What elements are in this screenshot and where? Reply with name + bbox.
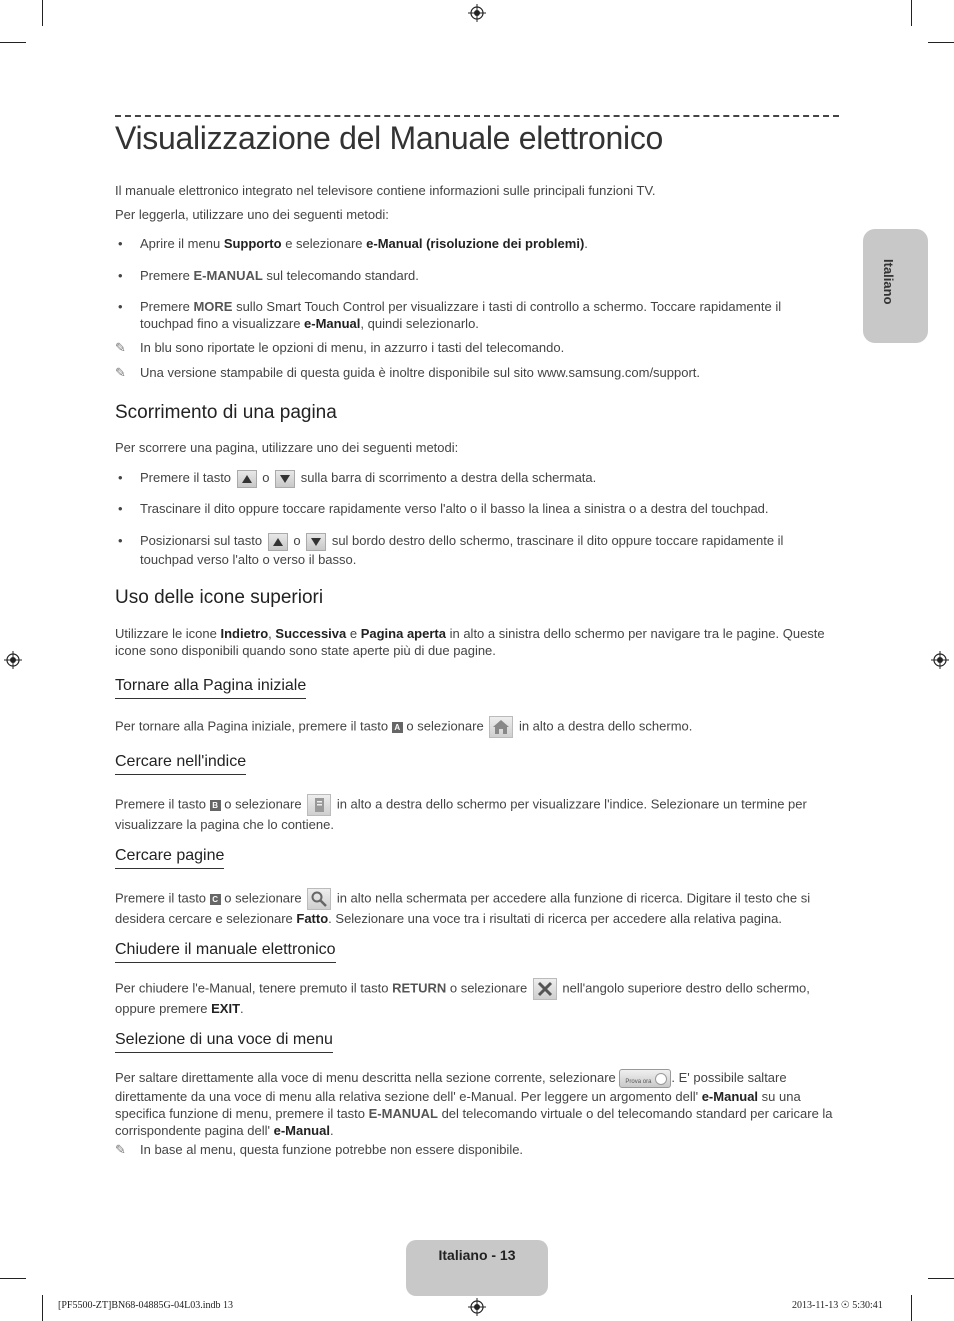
subheading-index: Cercare nell'indice (115, 753, 246, 775)
try-now-button: Prova ora (619, 1069, 671, 1088)
intro-methods: Per leggerla, utilizzare uno dei seguenti metodi: (115, 207, 389, 222)
crop-mark (928, 42, 954, 43)
crop-mark (911, 1295, 912, 1321)
title-rule (115, 115, 839, 117)
crop-mark (911, 0, 912, 26)
crop-mark (42, 0, 43, 26)
crop-mark (0, 42, 26, 43)
footer-file-info: [PF5500-ZT]BN68-04885G-04L03.indb 13 (58, 1300, 233, 1311)
home-icon (489, 716, 513, 738)
index-icon (307, 794, 331, 816)
pencil-icon: ✎ (115, 1142, 126, 1157)
key-b-icon: B (210, 800, 221, 811)
footer-timestamp: 2013-11-13 ☉ 5:30:41 (792, 1300, 883, 1311)
language-side-tab: Italiano (863, 229, 928, 343)
registration-mark-icon (468, 4, 486, 22)
subheading-home: Tornare alla Pagina iniziale (115, 677, 306, 699)
bullet: • (118, 236, 123, 251)
menu-paragraph: Per saltare direttamente alla voce di menu descritta nella sezione corrente, selezionare Prova ora . E' possibile saltare direttamente da una voce di menu alla relativa sezione dell' e-Manual. Per leggere un argomento dell' e-Manual su una specifica funzione di menu, premere il tasto E-MANUAL del telecomando virtuale o del telecomando standard per caricare la corrispondente pagina dell' e-Manual. (115, 1070, 833, 1139)
close-paragraph: Per chiudere l'e-Manual, tenere premuto il tasto RETURN o selezionare nell'angolo superiore destro dello schermo, oppure premere EXIT. (115, 978, 835, 1017)
key-a-icon: A (392, 722, 403, 733)
index-paragraph: Premere il tasto B o selezionare in alto a destra dello schermo per visualizzare l'indice. Selezionare un termine per visualizzare la pagina che lo contiene. (115, 794, 835, 833)
up-arrow-icon (237, 470, 257, 488)
registration-mark-icon (4, 651, 22, 669)
registration-mark-icon (468, 1298, 486, 1316)
bullet: • (118, 299, 123, 314)
registration-mark-icon (931, 651, 949, 669)
crop-mark (928, 1278, 954, 1279)
home-paragraph: Per tornare alla Pagina iniziale, premere il tasto A o selezionare in alto a destra dello schermo. (115, 716, 835, 738)
intro-paragraph: Il manuale elettronico integrato nel televisore contiene informazioni sulle principali funzioni TV. (115, 183, 656, 198)
bullet: • (118, 501, 123, 516)
down-arrow-icon (275, 470, 295, 488)
bullet: • (118, 268, 123, 283)
icons-paragraph: Utilizzare le icone Indietro, Successiva e Pagina aperta in alto a sinistra dello schermo per navigare tra le pagine. Queste icone sono disponibili quando sono state aperte più di due pagine. (115, 626, 825, 658)
bullet: • (118, 470, 123, 485)
subheading-menu: Selezione di una voce di menu (115, 1031, 333, 1053)
pencil-icon: ✎ (115, 340, 126, 355)
page-title: Visualizzazione del Manuale elettronico (115, 120, 664, 156)
bullet: • (118, 533, 123, 548)
section-heading-scroll: Scorrimento di una pagina (115, 402, 337, 423)
crop-mark (42, 1295, 43, 1321)
crop-mark (0, 1278, 26, 1279)
page-number-tab: Italiano - 13 (406, 1240, 548, 1296)
subheading-search: Cercare pagine (115, 847, 224, 869)
pencil-icon: ✎ (115, 365, 126, 380)
up-arrow-icon (268, 533, 288, 551)
search-icon (307, 888, 331, 910)
key-c-icon: C (210, 894, 221, 905)
close-icon (533, 978, 557, 1000)
search-paragraph: Premere il tasto C o selezionare in alto nella schermata per accedere alla funzione di ricerca. Digitare il testo che si desidera cercare e selezionare Fatto. Selezionare una voce tra i risultati di ricerca per accedere alla relativa pagina. (115, 888, 835, 927)
scroll-intro: Per scorrere una pagina, utilizzare uno dei seguenti metodi: (115, 440, 459, 455)
subheading-close: Chiudere il manuale elettronico (115, 941, 336, 963)
section-heading-icons: Uso delle icone superiori (115, 587, 324, 608)
down-arrow-icon (306, 533, 326, 551)
